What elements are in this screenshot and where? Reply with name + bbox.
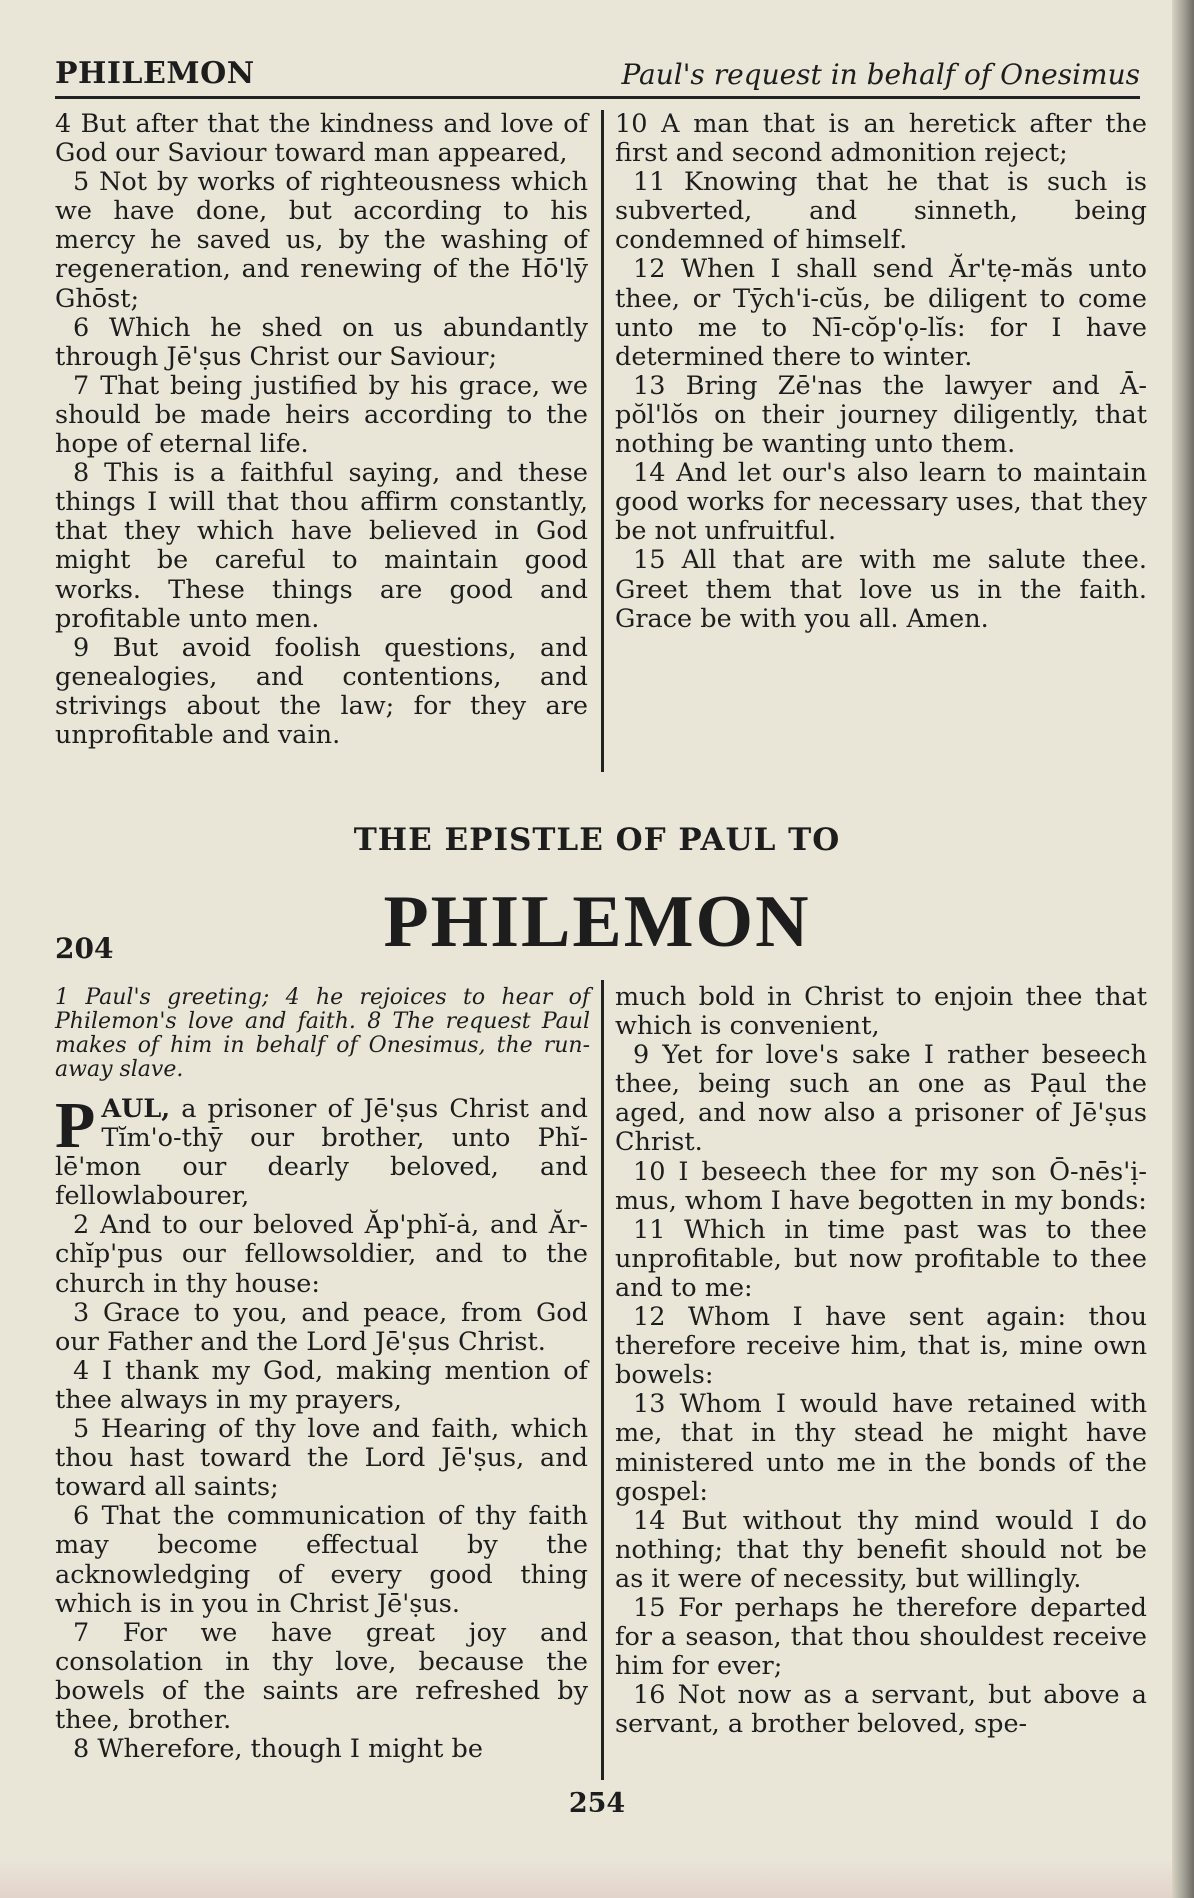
page-number: 254 <box>568 1788 626 1819</box>
book-title-text: PHILEMON <box>383 881 811 963</box>
verse: 4 I thank my God, making mention of thee always in my prayers, <box>55 1355 588 1415</box>
verse: 7 That being justified by his grace, we should be made heirs according to the hope of eternal life. <box>55 370 588 460</box>
verse: 15 For perhaps he therefore departed for a season, that thou shouldest receive him for ever; <box>615 1592 1147 1682</box>
titus-left-column <box>55 110 588 750</box>
verse: 11 Which in time past was to thee unprofitable, but now profitable to thee and to me: <box>615 1214 1147 1303</box>
verse-continuation: much bold in Christ to enjoin thee that which is convenient, <box>615 982 1147 1042</box>
verse: 15 All that are with me salute thee. Greet them that love us in the faith. Grace be with you all. Amen. <box>615 545 1147 634</box>
verse: 13 Bring Zē'nas the lawyer and Ā-pŏl'lŏs on their journey diligently, that nothing be wanting unto them. <box>615 370 1147 460</box>
philemon-left-column <box>55 1089 588 1765</box>
philemon-right-column <box>615 983 1147 1739</box>
verse: 8 Wherefore, though I might be <box>73 1734 483 1765</box>
verse: 5 Hearing of thy love and faith, which thou hast toward the Lord Jē'ṣus, and toward all saints; <box>55 1414 588 1503</box>
verse: 10 I beseech thee for my son Ō-nēs'ị-mus, whom I have begotten in my bonds: <box>615 1156 1147 1216</box>
opening-word: AUL, <box>101 1094 171 1124</box>
chapter-number: 204 <box>55 932 114 965</box>
verse: 8 This is a faithful saying, and these things I will that thou affirm constantly, that they which have believed in God might be careful to maintain good works. These things are good and profitable unto men. <box>55 458 588 634</box>
opening-verse <box>55 1089 588 1212</box>
verse: 4 But after that the kindness and love of God our Saviour toward man appeared, <box>55 109 588 169</box>
running-head-topic: Paul's request in behalf of Onesimus <box>621 58 1140 91</box>
running-head <box>55 52 1140 99</box>
chapter-summary: 1 Paul's greeting; 4 he rejoices to hear of Philemon's love and faith. 8 The request Paul makes of him in behalf of Onesimus, the run-away slave. <box>55 985 590 1082</box>
verse: 10 A man that is an heretick after the first and second admonition reject; <box>615 109 1147 169</box>
verse: 6 Which he shed on us abundantly through Jē'ṣus Christ our Saviour; <box>55 312 588 372</box>
verse: 9 Yet for love's sake I rather beseech thee, being such an one as Pạul the aged, and now also a prisoner of Jē'ṣus Christ. <box>615 1040 1147 1158</box>
page-edge-tint <box>0 1858 1194 1898</box>
column-divider <box>601 980 604 1780</box>
verse: 9 But avoid foolish questions, and genealogies, and contentions, and strivings about the law; for they are unprofitable and vain. <box>55 632 588 750</box>
opening-text: a prisoner of Jē'ṣus Christ and Tĭm'o-thȳ our brother, unto Phĭ-lē'mon our dearly beloved, and fellowlabourer, <box>55 1094 588 1212</box>
verse: 14 And let our's also learn to maintain good works for necessary uses, that they be not unfruitful. <box>615 458 1147 547</box>
verse: 16 Not now as a servant, but above a servant, a brother beloved, spe- <box>615 1680 1147 1740</box>
titus-right-column <box>615 110 1147 634</box>
verse: 5 Not by works of righteousness which we have done, but according to his mercy he saved us, by the washing of regeneration, and renewing of the Hō'lȳ Ghōst; <box>55 167 588 314</box>
running-head-book: PHILEMON <box>55 56 255 91</box>
verse: 12 Whom I have sent again: thou therefore receive him, that is, mine own bowels: <box>615 1302 1147 1391</box>
verse: 6 That the communication of thy faith may become effectual by the acknowledging of every good thing which is in you in Christ Jē'ṣus. <box>55 1501 588 1619</box>
book-title <box>0 880 1194 965</box>
verse: 12 When I shall send Ăr'tẹ-măs unto thee, or Tȳch'i-cŭs, be diligent to come unto me to Nī-cŏp'ọ-lĭs: for I have determined there to winter. <box>615 254 1147 372</box>
epistle-subtitle: THE EPISTLE OF PAUL TO <box>353 822 841 858</box>
verse: 7 For we have great joy and consolation in thy love, because the bowels of the saints are refreshed by thee, brother. <box>55 1617 588 1735</box>
verse: 2 And to our beloved Ăp'phĭ-ȧ, and Ăr-chĭp'pus our fellowsoldier, and to the church in thy house: <box>55 1210 588 1299</box>
verse: 3 Grace to you, and peace, from God our Father and the Lord Jē'ṣus Christ. <box>55 1297 588 1357</box>
drop-cap: P <box>55 1089 96 1162</box>
verse: 14 But without thy mind would I do nothing; that thy benefit should not be as it were of necessity, but willingly. <box>615 1505 1147 1594</box>
verse: 13 Whom I would have retained with me, that in thy stead he might have ministered unto me in the bonds of the gospel: <box>615 1389 1147 1507</box>
column-divider <box>601 110 604 772</box>
verse: 11 Knowing that he that is such is subverted, and sinneth, being condemned of himself. <box>615 167 1147 256</box>
book-spine-shadow <box>1172 0 1194 1898</box>
